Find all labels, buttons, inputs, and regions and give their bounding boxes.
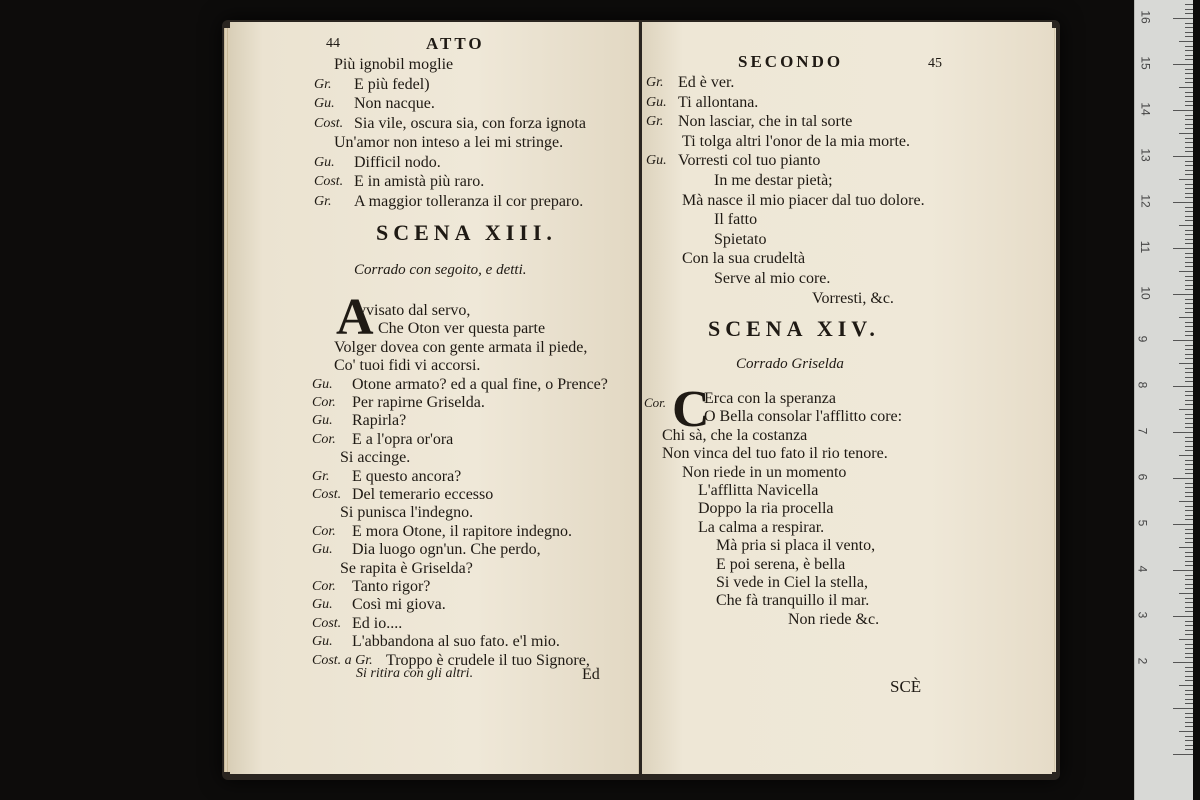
ruler-tick xyxy=(1179,41,1193,42)
ruler-tick xyxy=(1185,703,1193,704)
ruler-tick xyxy=(1173,340,1193,341)
verse-line: Non vinca del tuo fato il rio tenore. xyxy=(662,445,888,463)
ruler-tick xyxy=(1185,588,1193,589)
speaker-label: Cost. xyxy=(314,115,344,131)
ruler-tick xyxy=(1179,363,1193,364)
ruler-tick xyxy=(1185,450,1193,451)
verse-line: Ed è ver. xyxy=(678,74,735,91)
verse-line: E questo ancora? xyxy=(352,467,462,485)
ruler-tick xyxy=(1185,676,1193,677)
ruler-tick xyxy=(1185,216,1193,217)
stage-direction: Si ritira con gli altri. xyxy=(356,666,474,681)
speaker-label: Cor. xyxy=(312,523,336,539)
ruler-tick xyxy=(1185,349,1193,350)
speaker-label: Gu. xyxy=(314,154,335,170)
ruler-tick xyxy=(1179,455,1193,456)
ruler-tick xyxy=(1185,529,1193,530)
speaker-label: Gu. xyxy=(312,634,333,650)
ruler-tick xyxy=(1173,662,1193,663)
speaker-label: Gr. xyxy=(314,76,332,92)
ruler-tick xyxy=(1185,197,1193,198)
ruler-tick xyxy=(1179,133,1193,134)
ruler-tick xyxy=(1185,400,1193,401)
ruler-tick xyxy=(1185,358,1193,359)
ruler-label: 6 xyxy=(1135,473,1150,481)
ruler-tick xyxy=(1185,602,1193,603)
verse-line: Un'amor non inteso a lei mi stringe. xyxy=(334,134,564,151)
verse-line: Tanto rigor? xyxy=(352,578,431,595)
ruler-tick xyxy=(1185,92,1193,93)
verse-line: O Bella consolar l'afflitto core: xyxy=(704,408,903,426)
verse-line: Si vede in Ciel la stella, xyxy=(716,574,868,591)
ruler-tick xyxy=(1185,667,1193,668)
ruler-tick xyxy=(1185,745,1193,746)
verse-line: L'afflitta Navicella xyxy=(698,482,819,499)
ruler-tick xyxy=(1185,312,1193,313)
ruler-tick xyxy=(1185,487,1193,488)
ruler-tick xyxy=(1185,151,1193,152)
catchword: SCÈ xyxy=(890,677,922,696)
speaker-label: Gu. xyxy=(646,94,667,110)
ruler-tick xyxy=(1185,625,1193,626)
ruler-tick xyxy=(1185,740,1193,741)
ruler-tick xyxy=(1185,257,1193,258)
ruler-label: 2 xyxy=(1135,657,1150,665)
left-page xyxy=(230,22,639,774)
ruler-tick xyxy=(1173,110,1193,111)
ruler-tick xyxy=(1185,391,1193,392)
ruler-tick xyxy=(1185,427,1193,428)
ruler-tick xyxy=(1185,556,1193,557)
ruler-tick xyxy=(1185,289,1193,290)
ruler-tick xyxy=(1179,87,1193,88)
ruler-tick xyxy=(1185,82,1193,83)
scene-persons: Corrado Griselda xyxy=(736,356,844,372)
scene-title: SCENA XIV. xyxy=(708,316,880,341)
verse-line: E in amistà più raro. xyxy=(354,173,485,190)
ruler-tick xyxy=(1185,749,1193,750)
ruler-tick xyxy=(1185,96,1193,97)
verse-line: vvisato dal servo, xyxy=(358,302,471,319)
ruler-tick xyxy=(1173,294,1193,295)
verse-line: L'abbandona al suo fato. e'l mio. xyxy=(352,633,560,651)
ruler-tick xyxy=(1173,478,1193,479)
verse-line: Così mi giova. xyxy=(352,596,446,614)
speaker-label: Cost. xyxy=(312,487,342,502)
ruler-tick xyxy=(1185,73,1193,74)
speaker-label: Cor. xyxy=(312,395,336,410)
ruler-tick xyxy=(1173,386,1193,387)
verse-line: Che Oton ver questa parte xyxy=(378,320,546,338)
measuring-ruler xyxy=(1134,0,1193,800)
speaker-label: Cor. xyxy=(312,431,336,447)
ruler-label: 15 xyxy=(1138,56,1153,70)
ruler-tick xyxy=(1179,593,1193,594)
ruler-tick xyxy=(1185,27,1193,28)
ruler-tick xyxy=(1179,409,1193,410)
verse-line: Sia vile, oscura sia, con forza ignota xyxy=(354,114,586,132)
ruler-tick xyxy=(1185,648,1193,649)
ruler-tick xyxy=(1185,598,1193,599)
ruler-tick xyxy=(1179,731,1193,732)
ruler-tick xyxy=(1185,722,1193,723)
speaker-label: Cor. xyxy=(312,579,336,594)
ruler-tick xyxy=(1185,437,1193,438)
speaker-label: Gr. xyxy=(646,75,664,90)
verse-line: Si accinge. xyxy=(340,449,411,467)
scene-title: SCENA XIII. xyxy=(376,220,557,245)
speaker-label: Gu. xyxy=(312,376,333,392)
ruler-tick xyxy=(1185,630,1193,631)
ruler-tick xyxy=(1185,326,1193,327)
ruler-tick xyxy=(1185,303,1193,304)
ruler-label: 10 xyxy=(1138,286,1153,300)
ruler-tick xyxy=(1185,377,1193,378)
ruler-tick xyxy=(1185,230,1193,231)
verse-line: Serve al mio core. xyxy=(714,270,831,287)
ruler-tick xyxy=(1179,179,1193,180)
ruler-tick xyxy=(1173,708,1193,709)
ruler-tick xyxy=(1173,754,1193,755)
ruler-tick xyxy=(1185,115,1193,116)
ruler-tick xyxy=(1185,671,1193,672)
ruler-tick xyxy=(1185,561,1193,562)
ruler-tick xyxy=(1173,570,1193,571)
ruler-tick xyxy=(1185,538,1193,539)
ruler-label: 14 xyxy=(1138,102,1153,116)
ruler-tick xyxy=(1185,726,1193,727)
verse-line: Doppo la ria procella xyxy=(698,500,834,518)
verse-line: Che fà tranquillo il mar. xyxy=(716,592,870,610)
verse-line: Non riede &c. xyxy=(788,610,880,628)
page-number: 44 xyxy=(326,36,340,51)
verse-line: Con la sua crudeltà xyxy=(682,250,806,268)
ruler-tick xyxy=(1179,225,1193,226)
ruler-tick xyxy=(1185,423,1193,424)
verse-line: Troppo è crudele il tuo Signore, xyxy=(386,651,590,669)
ruler-tick xyxy=(1185,4,1193,5)
verse-line: Non riede in un momento xyxy=(682,463,847,481)
verse-line: A maggior tolleranza il cor preparo. xyxy=(354,192,584,210)
verse-line: Otone armato? ed a qual fine, o Prence? xyxy=(352,375,608,393)
ruler-tick xyxy=(1185,174,1193,175)
ruler-tick xyxy=(1173,616,1193,617)
speaker-label: Cor. xyxy=(644,395,667,410)
ruler-tick xyxy=(1185,285,1193,286)
ruler-tick xyxy=(1185,414,1193,415)
ruler-tick xyxy=(1173,202,1193,203)
ruler-tick xyxy=(1185,23,1193,24)
verse-line: Ti allontana. xyxy=(678,93,759,111)
ruler-tick xyxy=(1185,506,1193,507)
speaker-label: Gr. xyxy=(312,468,330,484)
ruler-tick xyxy=(1185,147,1193,148)
ruler-tick xyxy=(1185,533,1193,534)
speaker-label: Gu. xyxy=(312,542,333,558)
ruler-tick xyxy=(1185,634,1193,635)
ruler-label: 3 xyxy=(1135,611,1150,619)
ruler-tick xyxy=(1185,519,1193,520)
ruler-tick xyxy=(1185,308,1193,309)
ruler-tick xyxy=(1185,322,1193,323)
ruler-tick xyxy=(1185,299,1193,300)
ruler-tick xyxy=(1185,372,1193,373)
ruler-tick xyxy=(1173,248,1193,249)
verse-line: Se rapita è Griselda? xyxy=(340,559,473,577)
ruler-tick xyxy=(1185,717,1193,718)
ruler-tick xyxy=(1185,32,1193,33)
ruler-tick xyxy=(1179,685,1193,686)
ruler-tick xyxy=(1185,119,1193,120)
ruler-tick xyxy=(1185,345,1193,346)
ruler-tick xyxy=(1179,271,1193,272)
ruler-tick xyxy=(1185,335,1193,336)
verse-line: Erca con la speranza xyxy=(704,390,836,407)
ruler-tick xyxy=(1185,441,1193,442)
ruler-tick xyxy=(1185,124,1193,125)
ruler-tick xyxy=(1185,515,1193,516)
ruler-tick xyxy=(1185,446,1193,447)
verse-line: Vorresti, &c. xyxy=(812,289,894,307)
ruler-tick xyxy=(1185,395,1193,396)
ruler-tick xyxy=(1185,331,1193,332)
ruler-tick xyxy=(1185,280,1193,281)
ruler-tick xyxy=(1185,607,1193,608)
verse-line: In me destar pietà; xyxy=(714,172,833,189)
ruler-tick xyxy=(1185,13,1193,14)
ruler-tick xyxy=(1185,368,1193,369)
verse-line: Per rapirne Griselda. xyxy=(352,394,485,411)
ruler-tick xyxy=(1185,736,1193,737)
ruler-label: 8 xyxy=(1135,381,1150,389)
speaker-label: Gu. xyxy=(312,413,333,429)
ruler-tick xyxy=(1185,243,1193,244)
verse-line: Non lasciar, che in tal sorte xyxy=(678,113,853,131)
ruler-label: 16 xyxy=(1138,10,1153,24)
ruler-tick xyxy=(1185,161,1193,162)
ruler-tick xyxy=(1185,552,1193,553)
ruler-tick xyxy=(1185,69,1193,70)
ruler-label: 5 xyxy=(1135,519,1150,527)
ruler-tick xyxy=(1185,193,1193,194)
ruler-tick xyxy=(1173,524,1193,525)
verse-line: Del temerario eccesso xyxy=(352,486,494,503)
ruler-tick xyxy=(1185,469,1193,470)
ruler-label: 4 xyxy=(1135,565,1150,573)
ruler-tick xyxy=(1185,9,1193,10)
ruler-tick xyxy=(1185,565,1193,566)
ruler-tick xyxy=(1185,381,1193,382)
ruler-tick xyxy=(1185,253,1193,254)
verse-line: Non nacque. xyxy=(354,95,435,112)
verse-line: Più ignobil moglie xyxy=(334,56,454,73)
ruler-tick xyxy=(1185,142,1193,143)
ruler-tick xyxy=(1185,473,1193,474)
ruler-tick xyxy=(1185,50,1193,51)
verse-line: Co' tuoi fidi vi accorsi. xyxy=(334,357,481,375)
verse-line: La calma a respirar. xyxy=(698,518,825,536)
drop-cap: A xyxy=(336,289,374,346)
ruler-tick xyxy=(1185,262,1193,263)
verse-line: Volger dovea con gente armata il piede, xyxy=(334,338,588,356)
ruler-tick xyxy=(1185,510,1193,511)
ruler-tick xyxy=(1179,547,1193,548)
verse-line: E a l'opra or'ora xyxy=(352,430,454,448)
ruler-label: 7 xyxy=(1135,427,1150,435)
verse-line: Mà nasce il mio piacer dal tuo dolore. xyxy=(682,191,925,209)
ruler-tick xyxy=(1185,584,1193,585)
ruler-tick xyxy=(1185,579,1193,580)
ruler-tick xyxy=(1179,639,1193,640)
ruler-tick xyxy=(1173,18,1193,19)
ruler-tick xyxy=(1185,266,1193,267)
ruler-tick xyxy=(1185,713,1193,714)
ruler-tick xyxy=(1185,170,1193,171)
verse-line: Spietato xyxy=(714,230,767,248)
verse-line: E poi serena, è bella xyxy=(716,555,846,573)
drop-cap: C xyxy=(672,381,710,438)
ruler-tick xyxy=(1185,138,1193,139)
ruler-tick xyxy=(1173,64,1193,65)
ruler-tick xyxy=(1185,55,1193,56)
verse-line: Vorresti col tuo pianto xyxy=(678,152,821,170)
page-number: 45 xyxy=(928,56,942,71)
ruler-tick xyxy=(1185,464,1193,465)
verse-line: Il fatto xyxy=(714,211,758,229)
ruler-tick xyxy=(1185,460,1193,461)
verse-line: Dia luogo ogn'un. Che perdo, xyxy=(352,541,541,559)
ruler-tick xyxy=(1185,128,1193,129)
verse-line: Chi sà, che la costanza xyxy=(662,426,808,444)
ruler-tick xyxy=(1185,690,1193,691)
ruler-label: 11 xyxy=(1138,240,1153,254)
ruler-tick xyxy=(1185,165,1193,166)
ruler-tick xyxy=(1179,317,1193,318)
speaker-label: Gu. xyxy=(314,96,335,111)
verse-line: Rapirla? xyxy=(352,412,407,430)
ruler-tick xyxy=(1185,621,1193,622)
speaker-label: Gu. xyxy=(312,597,333,613)
verse-line: Ed io.... xyxy=(352,614,403,632)
ruler-tick xyxy=(1185,276,1193,277)
running-head: SECONDO xyxy=(738,52,844,71)
ruler-tick xyxy=(1185,657,1193,658)
ruler-tick xyxy=(1185,211,1193,212)
ruler-tick xyxy=(1185,234,1193,235)
ruler-tick xyxy=(1185,78,1193,79)
ruler-label: 12 xyxy=(1138,194,1153,208)
ruler-tick xyxy=(1185,36,1193,37)
ruler-tick xyxy=(1185,644,1193,645)
ruler-tick xyxy=(1185,492,1193,493)
ruler-tick xyxy=(1185,105,1193,106)
ruler-tick xyxy=(1185,611,1193,612)
ruler-label: 13 xyxy=(1138,148,1153,162)
verse-line: Difficil nodo. xyxy=(354,153,441,171)
verse-line: Si punisca l'indegno. xyxy=(340,504,474,522)
catchword: Ed xyxy=(582,666,600,683)
ruler-tick xyxy=(1173,156,1193,157)
speaker-label: Gr. xyxy=(646,114,664,130)
verse-line: E mora Otone, il rapitore indegno. xyxy=(352,522,572,540)
speaker-label: Cost. xyxy=(314,174,344,189)
verse-line: Ti tolga altri l'onor de la mia morte. xyxy=(682,132,911,150)
ruler-tick xyxy=(1185,404,1193,405)
ruler-tick xyxy=(1185,207,1193,208)
ruler-tick xyxy=(1185,239,1193,240)
ruler-tick xyxy=(1185,542,1193,543)
ruler-tick xyxy=(1185,101,1193,102)
right-page xyxy=(642,22,1052,774)
ruler-tick xyxy=(1185,220,1193,221)
ruler-tick xyxy=(1185,188,1193,189)
ruler-tick xyxy=(1185,184,1193,185)
ruler-tick xyxy=(1185,575,1193,576)
ruler-tick xyxy=(1185,496,1193,497)
speaker-label: Gu. xyxy=(646,153,667,169)
verse-line: E più fedel) xyxy=(354,75,430,93)
ruler-tick xyxy=(1185,699,1193,700)
ruler-tick xyxy=(1185,694,1193,695)
verse-line: Mà pria si placa il vento, xyxy=(716,537,876,555)
ruler-tick xyxy=(1173,432,1193,433)
ruler-tick xyxy=(1185,483,1193,484)
speaker-label: Cost. a Gr. xyxy=(312,652,373,668)
ruler-tick xyxy=(1185,59,1193,60)
running-head: ATTO xyxy=(426,34,485,53)
ruler-tick xyxy=(1185,653,1193,654)
ruler-tick xyxy=(1185,418,1193,419)
speaker-label: Cost. xyxy=(312,615,342,631)
ruler-tick xyxy=(1185,680,1193,681)
ruler-tick xyxy=(1185,354,1193,355)
speaker-label: Gr. xyxy=(314,193,332,209)
ruler-tick xyxy=(1179,501,1193,502)
ruler-tick xyxy=(1185,46,1193,47)
scene-persons: Corrado con segoito, e detti. xyxy=(354,262,527,278)
ruler-label: 9 xyxy=(1135,335,1150,343)
